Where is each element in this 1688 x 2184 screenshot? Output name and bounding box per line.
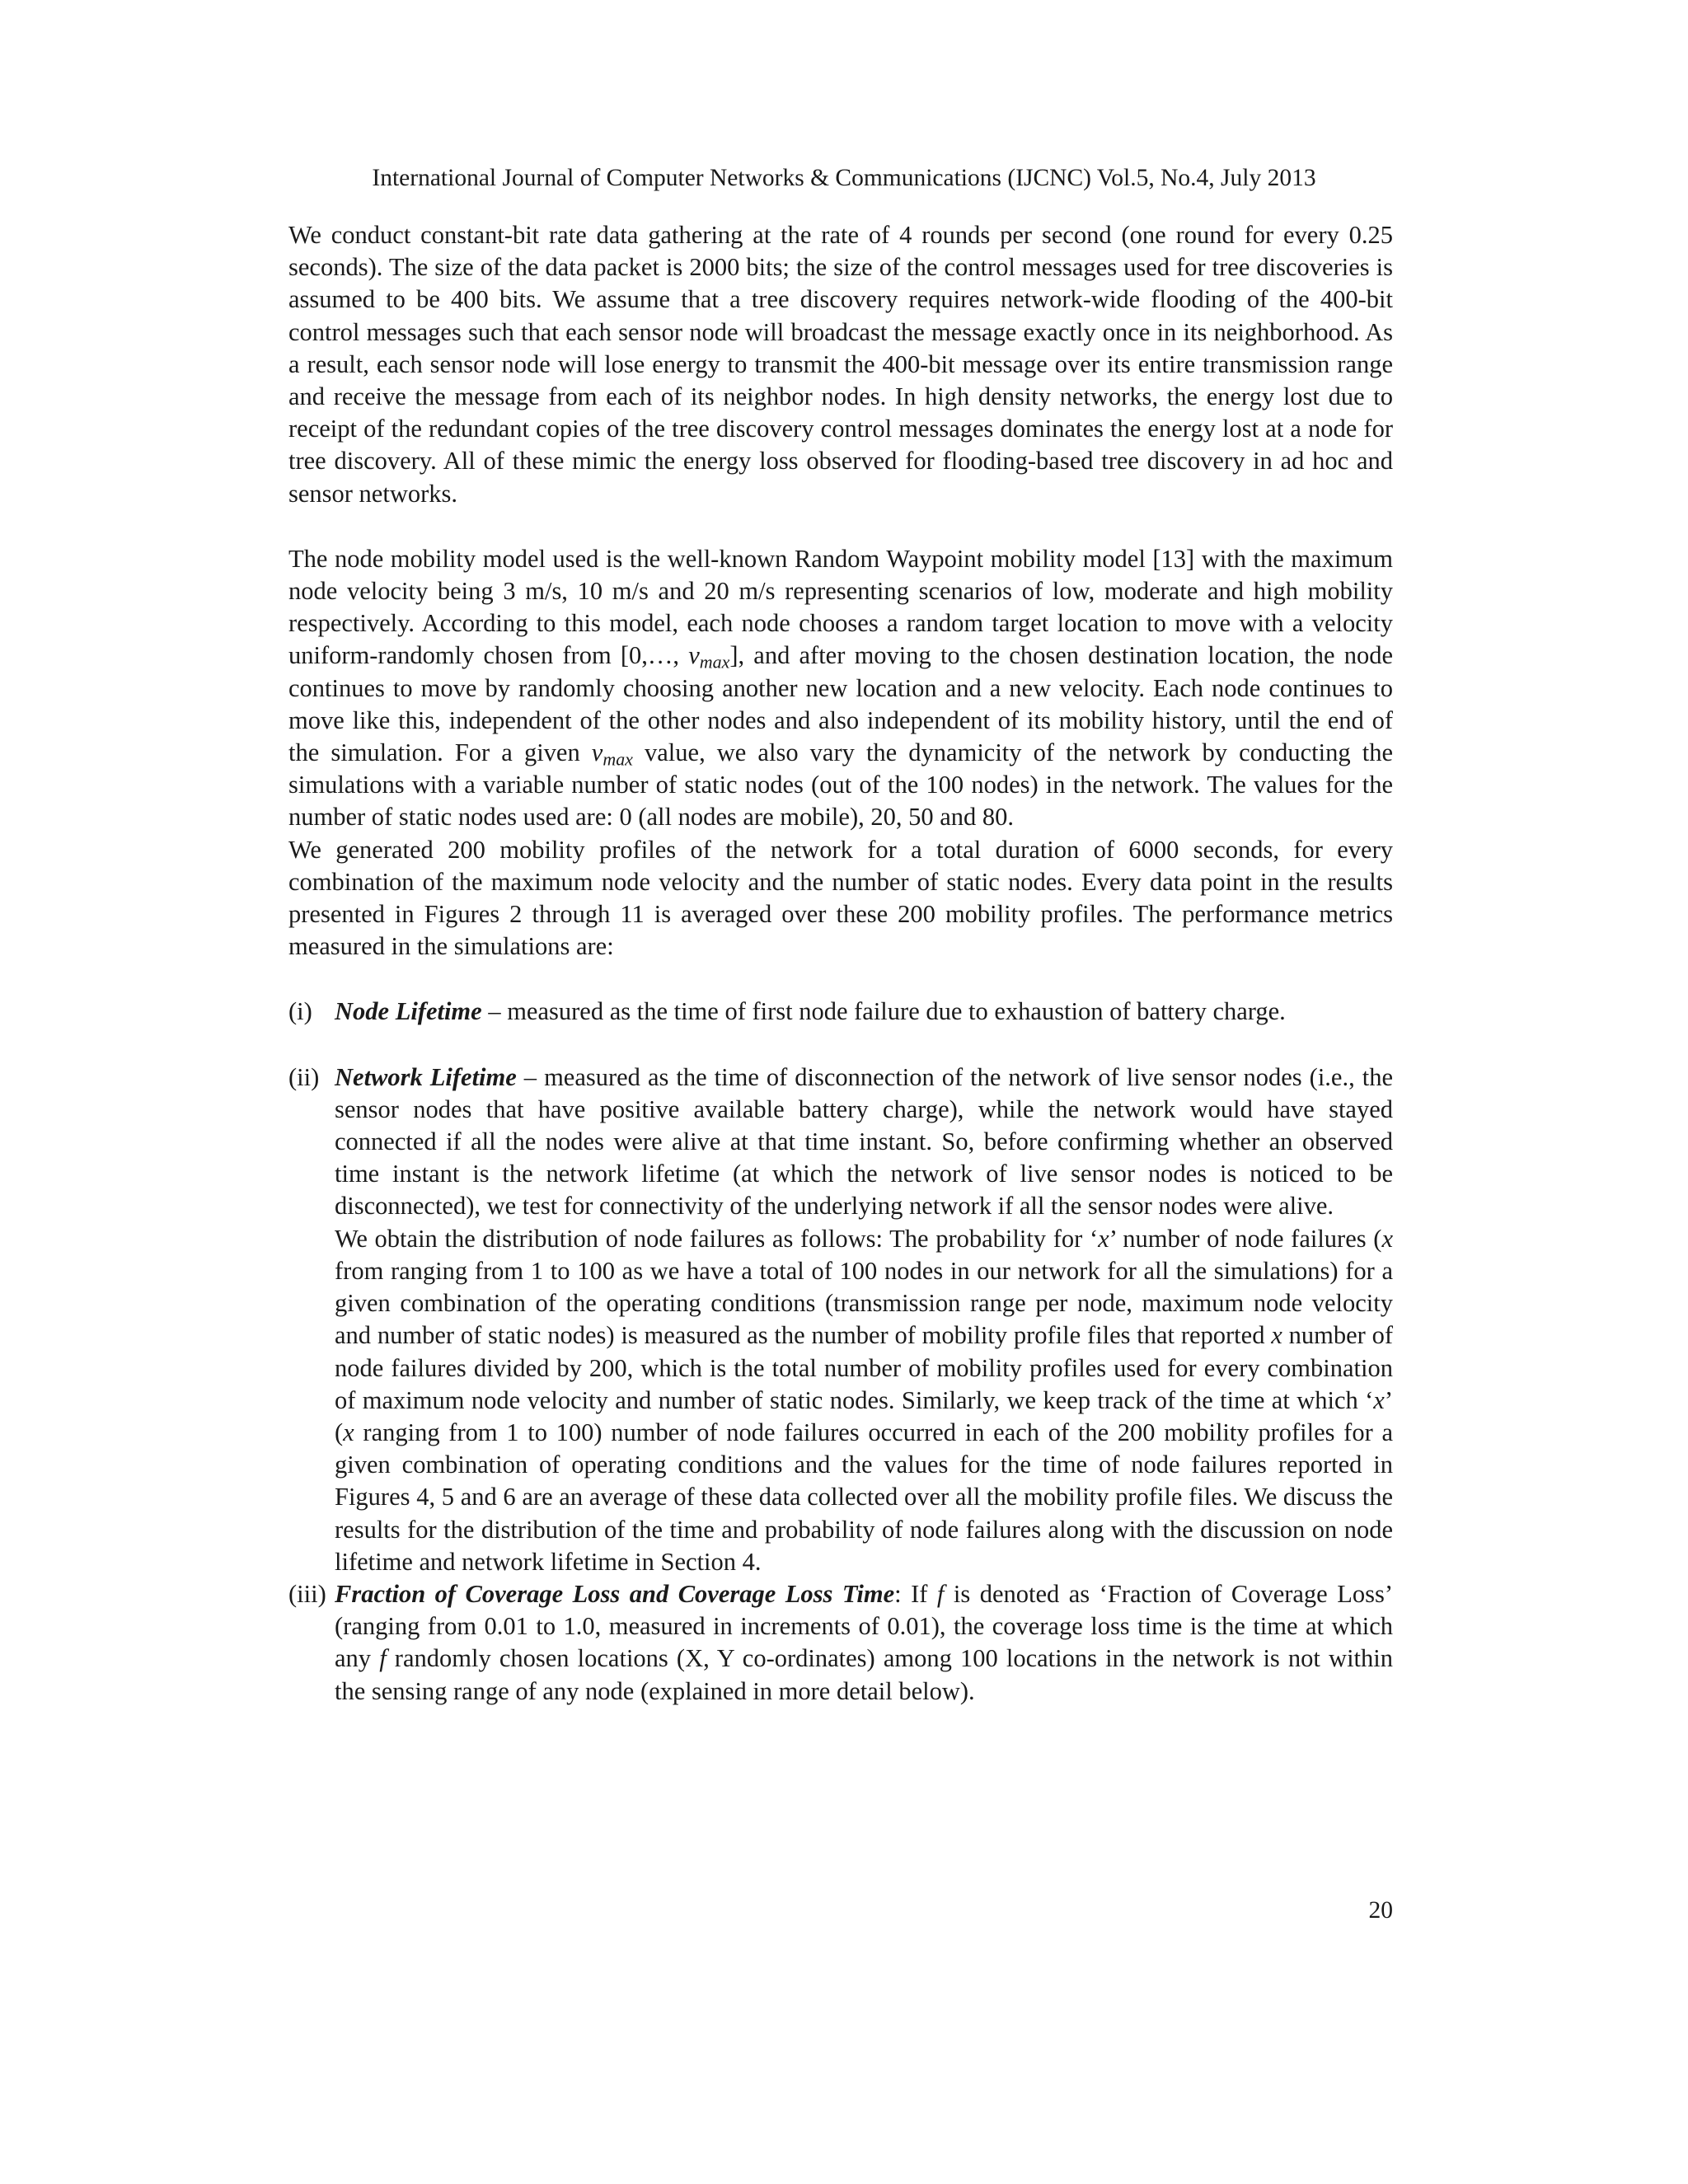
x-symbol: x <box>1098 1224 1109 1253</box>
metric-description: Network Lifetime – measured as the time of disconnection of the network of live sensor nodes (i.e., the sensor nodes that have positive available battery charge), while the network would have stayed connected if all the nodes were alive at that time instant. So, before confirming whether an observed time instant is the network lifetime (at which the network of live sensor nodes is noticed to be disconnected), we test for connectivity of the underlying network if all the sensor nodes were alive. <box>335 1062 1393 1221</box>
paragraph-gap <box>288 510 1393 543</box>
x-symbol: x <box>1373 1385 1385 1414</box>
body-text <box>288 219 1393 1708</box>
vmax-symbol: $v_{max}$ <box>688 641 730 673</box>
mobility-text-part-1: The node mobility model used is the well-known Random Waypoint mobility model [13] with the maximum node velocity being 3 m/s, 10 m/s and 20 m/s representing scenarios of low, moderate and high mobility respectively. According to this model, each node chooses a random target location to move with a velocity uniform-randomly chosen from [0,…, <box>288 544 1393 670</box>
paragraph-mobility-model <box>288 543 1393 834</box>
list-marker: (ii) <box>288 1062 320 1091</box>
metric-network-lifetime <box>288 1062 1393 1578</box>
f-symbol: f <box>379 1644 387 1673</box>
metric-description: – measured as the time of first node failure due to exhaustion of battery charge. <box>481 997 1286 1026</box>
metric-body <box>335 1062 1393 1578</box>
f-symbol: f <box>936 1579 945 1608</box>
vmax-symbol: $v_{max}$ <box>591 738 633 770</box>
x-symbol: x <box>343 1418 354 1446</box>
x-symbol: x <box>1271 1321 1282 1350</box>
metric-term: Network Lifetime <box>335 1062 517 1091</box>
paragraph-gap <box>288 1029 1393 1062</box>
node-failure-distribution-text: We obtain the distribution of node failures as follows: The probability for ‘x’ number of node failures (x from ranging from 1 to 100 as we have a total of 100 nodes in our network for all the simulations) for a given combination of the operating conditions (transmission range per node, maximum node velocity and number of static nodes) is measured as the number of mobility profile files that reported x number of node failures divided by 200, which is the total number of mobility profiles used for every combination of maximum node velocity and number of static nodes. Similarly, we keep track of the time at which ‘x’ (x ranging from 1 to 100) number of node failures occurred in each of the 200 mobility profiles for a given combination of operating conditions and the values for the time of node failures reported in Figures 4, 5 and 6 are an average of these data collected over all the mobility profile files. We discuss the results for the distribution of the time and probability of node failures along with the discussion on node lifetime and network lifetime in Section 4. <box>335 1224 1394 1576</box>
metric-coverage-loss <box>288 1578 1393 1708</box>
running-header: International Journal of Computer Networks & Communications (IJCNC) Vol.5, No.4, July 2013 <box>372 165 1316 191</box>
metric-term: Node Lifetime <box>335 997 482 1026</box>
paragraph-data-gathering: We conduct constant-bit rate data gathering at the rate of 4 rounds per second (one round for every 0.25 seconds). The size of the data packet is 2000 bits; the size of the control messages used for tree discoveries is assumed to be 400 bits. We assume that a tree discovery requires network-wide flooding of the 400-bit control messages such that each sensor node will broadcast the message exactly once in its neighborhood. As a result, each sensor node will lose energy to transmit the 400-bit message over its entire transmission range and receive the message from each of its neighbor nodes. In high density networks, the energy lost due to receipt of the redundant copies of the tree discovery control messages dominates the energy lost at a node for tree discovery. All of these mimic the energy loss observed for flooding-based tree discovery in ad hoc and sensor networks. <box>288 221 1393 508</box>
list-marker: (i) <box>288 997 312 1026</box>
metric-node-lifetime <box>288 996 1393 1028</box>
mobility-text-part-3: value, we also vary the dynamicity of the network by conducting the simulations with a variable number of static nodes (out of the 100 nodes) in the network. The values for the number of static nodes used are: 0 (all nodes are mobile), 20, 50 and 80. <box>288 738 1393 832</box>
mobility-text-part-2: ], and after moving to the chosen destination location, the node continues to move by randomly choosing another new location and a new velocity. Each node continues to move like this, independent of the other nodes and also independent of its mobility history, until the end of the simulation. For a given <box>288 641 1393 767</box>
x-symbol: x <box>1381 1224 1393 1253</box>
page-number: 20 <box>1368 1897 1393 1924</box>
metric-body <box>335 996 1393 1028</box>
list-marker: (iii) <box>288 1579 326 1608</box>
paragraph-gap <box>288 963 1393 996</box>
metric-body: Fraction of Coverage Loss and Coverage Loss Time: If f is denoted as ‘Fraction of Coverage Loss’ (ranging from 0.01 to 1.0, measured in increments of 0.01), the coverage loss time is the time at which any f randomly chosen locations (X, Y co-ordinates) among 100 locations in the network is not within the sensing range of any node (explained in more detail below). <box>335 1579 1393 1705</box>
metric-term: Fraction of Coverage Loss and Coverage Loss Time <box>335 1579 895 1608</box>
paragraph-mobility-profiles: We generated 200 mobility profiles of the network for a total duration of 6000 seconds, for every combination of the maximum node velocity and the number of static nodes. Every data point in the results presented in Figures 2 through 11 is averaged over these 200 mobility profiles. The performance metrics measured in the simulations are: <box>288 835 1393 961</box>
